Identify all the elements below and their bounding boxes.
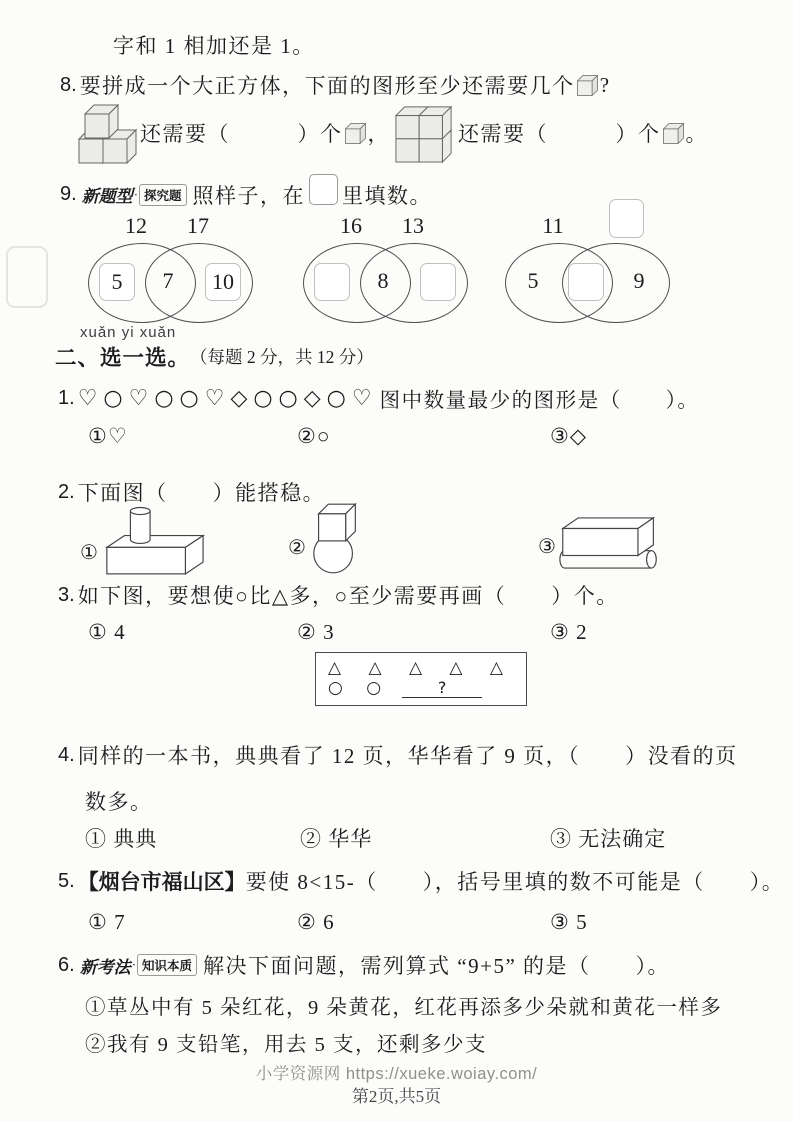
continuation-line: 字和 1 相加还是 1。 bbox=[113, 34, 315, 58]
venn2-middle-value: 8 bbox=[377, 268, 389, 293]
venn1-middle-value: 7 bbox=[162, 268, 174, 293]
small-cube-icon bbox=[576, 74, 599, 97]
venn2-right-label: 13 bbox=[402, 213, 424, 238]
question-4-text-line1: 同样的一本书，典典看了 12 页，华华看了 9 页，（ ）没看的页 bbox=[77, 744, 738, 768]
question-3-stem bbox=[58, 580, 619, 610]
badge-bold-text: 新题型 bbox=[81, 187, 133, 206]
question-3-number: 3. bbox=[58, 583, 75, 606]
figure-3-number: ③ bbox=[538, 535, 557, 558]
question-4-number: 4. bbox=[58, 743, 75, 766]
venn2-left-label: 16 bbox=[340, 213, 362, 238]
question-9-stem bbox=[60, 174, 432, 215]
question-8-figure-line bbox=[76, 100, 708, 166]
question-3-text: 如下图，要想使○比△多，○至少需要再画（ ）个。 bbox=[77, 584, 619, 608]
badge-bold-text: 新考法 bbox=[79, 957, 131, 977]
venn-group-3 bbox=[505, 212, 675, 332]
option-1-3: ③◇ bbox=[550, 424, 587, 448]
question-5-stem bbox=[58, 866, 784, 896]
question-8-stem bbox=[60, 70, 611, 100]
question-5-source: 【烟台市福山区】 bbox=[77, 870, 246, 894]
circle-row: ○ ○ bbox=[328, 678, 391, 698]
question-8-need-1: 还需要（ ）个 bbox=[140, 122, 343, 146]
cube-on-sphere-figure bbox=[307, 500, 365, 576]
question-8-number: 8. bbox=[60, 73, 77, 96]
l-shape-cubes-figure bbox=[76, 101, 140, 165]
question-3-figure bbox=[315, 652, 527, 706]
question-8-period: 。 bbox=[685, 122, 708, 146]
question-4-stem-line1 bbox=[58, 740, 738, 770]
new-type-badge bbox=[82, 182, 187, 207]
option-4-1: ① 典典 bbox=[85, 827, 158, 851]
question-6-number: 6. bbox=[58, 953, 75, 976]
question-mark-blank: ? bbox=[402, 678, 482, 698]
question-2-text: 下面图（ ）能搭稳。 bbox=[77, 481, 326, 505]
cylinder-on-cuboid-figure bbox=[99, 503, 207, 577]
question-8-need-2: 还需要（ ）个 bbox=[458, 122, 661, 146]
venn1-right-label: 17 bbox=[187, 213, 209, 238]
option-5-3: ③ 5 bbox=[550, 910, 588, 934]
section-title: 二、选一选。 bbox=[55, 346, 191, 370]
question-6-text: 解决下面问题，需列算式 “9+5” 的是（ ）。 bbox=[203, 954, 671, 978]
footer-page-number: 第2页,共5页 bbox=[351, 1087, 442, 1106]
question-8-text: 要拼成一个大正方体，下面的图形至少还需要几个 bbox=[79, 74, 575, 98]
triangle-row: △ △ △ △ △ bbox=[328, 658, 514, 678]
question-1-number: 1. bbox=[58, 386, 75, 409]
venn-group-1 bbox=[88, 212, 258, 332]
question-8-qmark: ? bbox=[599, 72, 611, 97]
option-4-3: ③ 无法确定 bbox=[550, 827, 667, 851]
section-pinyin: xuǎn yi xuǎn bbox=[80, 324, 177, 341]
venn2-right-value bbox=[420, 263, 456, 301]
option-1-2: ②○ bbox=[297, 424, 331, 448]
badge-separator: · bbox=[133, 186, 139, 202]
question-8-comma: ， bbox=[367, 122, 390, 146]
option-3-1: ① 4 bbox=[88, 620, 126, 644]
option-5-2: ② 6 bbox=[297, 910, 335, 934]
question-6-stem bbox=[58, 950, 670, 980]
venn2-left-value bbox=[314, 263, 350, 301]
question-4-stem-line2: 数多。 bbox=[85, 790, 153, 814]
figure-2-number: ② bbox=[288, 536, 307, 559]
question-1-text: 图中数量最少的图形是（ ）。 bbox=[379, 390, 700, 412]
new-method-badge bbox=[80, 953, 197, 978]
section-heading bbox=[55, 341, 374, 372]
option-3-2: ② 3 bbox=[297, 620, 335, 644]
figure-1-number: ① bbox=[80, 541, 99, 564]
venn-group-2 bbox=[303, 212, 473, 332]
footer-site-url: 小学资源网 https://xueke.woiay.com/ bbox=[255, 1065, 538, 1083]
option-5-1: ① 7 bbox=[88, 910, 126, 934]
venn3-middle-value bbox=[568, 263, 604, 301]
cuboid-on-cylinder-figure bbox=[557, 512, 663, 572]
question-2-figure-2 bbox=[288, 500, 365, 576]
venn3-left-label: 11 bbox=[542, 213, 564, 238]
2x2-cubes-figure bbox=[394, 102, 454, 164]
small-cube-icon bbox=[662, 122, 685, 145]
question-9-text-before: 照样子，在 bbox=[192, 183, 306, 208]
question-2-figure-1 bbox=[80, 503, 207, 577]
question-1-stem bbox=[58, 383, 699, 413]
venn3-top-answer-box bbox=[609, 199, 644, 238]
question-6-item-1: ①草丛中有 5 朵红花，9 朵黄花，红花再添多少朵就和黄花一样多 bbox=[85, 997, 723, 1019]
venn1-left-label: 12 bbox=[125, 213, 147, 238]
question-9-text-after: 里填数。 bbox=[342, 183, 433, 208]
venn1-right-value: 10 bbox=[205, 263, 241, 301]
question-2-number: 2. bbox=[58, 480, 75, 503]
venn3-left-value: 5 bbox=[527, 268, 539, 293]
option-3-3: ③ 2 bbox=[550, 620, 588, 644]
option-1-1: ①♡ bbox=[88, 424, 128, 448]
question-9-number: 9. bbox=[60, 183, 77, 205]
venn3-right-value: 9 bbox=[633, 268, 645, 293]
badge-tag-text: 知识本质 bbox=[137, 954, 197, 976]
question-2-figure-3 bbox=[538, 512, 663, 572]
question-1-shape-sequence: ♡○♡○○♡◇○○◇○♡ bbox=[77, 385, 378, 411]
badge-separator: · bbox=[131, 957, 137, 972]
small-cube-icon bbox=[344, 122, 367, 145]
venn1-left-value: 5 bbox=[99, 263, 135, 301]
section-meta: （每题 2 分，共 12 分） bbox=[190, 347, 374, 367]
scan-artifact bbox=[6, 246, 48, 308]
option-4-2: ② 华华 bbox=[300, 827, 373, 851]
question-5-text: 要使 8<15-（ ），括号里填的数不可能是（ ）。 bbox=[245, 870, 785, 894]
question-5-number: 5. bbox=[58, 869, 75, 892]
question-6-item-2: ②我有 9 支铅笔，用去 5 支，还剩多少支 bbox=[85, 1034, 487, 1056]
badge-tag-text: 探究题 bbox=[139, 184, 187, 206]
fill-box-icon bbox=[309, 174, 338, 205]
